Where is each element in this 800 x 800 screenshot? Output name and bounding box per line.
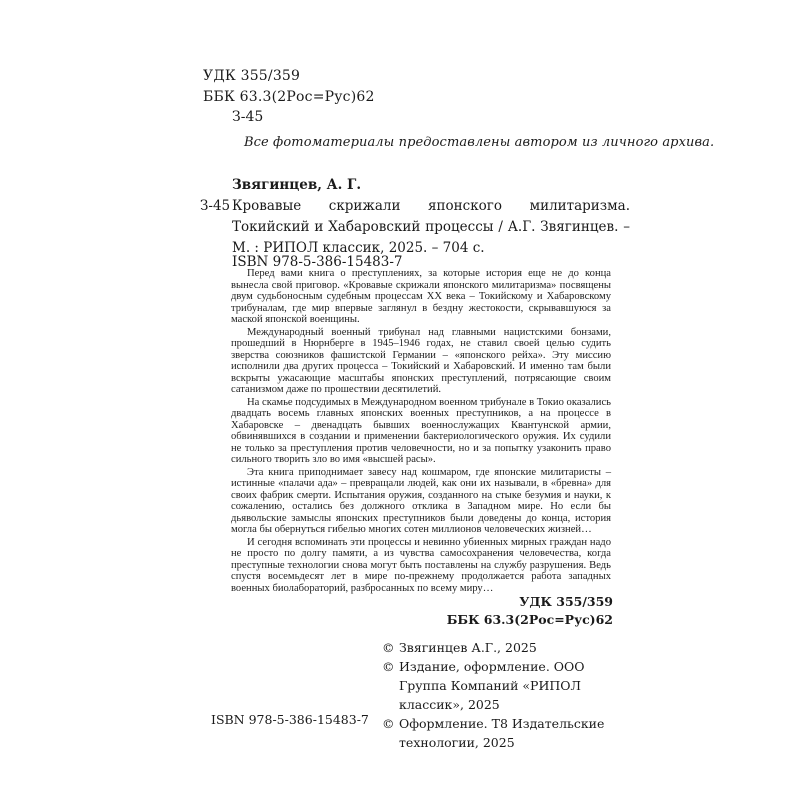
annotation-paragraph: Международный военный трибунал над главными нацистскими бонзами, прошедший в Нюрнберге в 1945–1946 годах, не ставил своей целью судить зверства союзников фашистской Германии – «японского рейха». Эту миссию исполнили два других процесса – Токийский и Хабаровский. И именно там были вскрыты ужасающие масштабы японских преступлений, потрясающие своим сатанизмом даже по прошествии десятилетий. (231, 326, 611, 395)
annotation-paragraph: И сегодня вспоминать эти процессы и невинно убиенных мирных граждан надо не просто по долгу памяти, а из чувства самосохранения человечества, когда преступные технологии снова могут быть поставлены на службу разрушения. Ведь спустя восемьдесят лет в мире по-прежнему продолжается работа западных военных биолабораторий, разбросанных по всему миру… (231, 536, 611, 594)
copyright-text: Звягинцев А.Г., 2025 (399, 640, 537, 655)
author-sign-top: З-45 (232, 109, 264, 125)
copyright-text: Издание, оформление. ООО Группа Компаний «РИПОЛ классик», 2025 (399, 659, 585, 712)
bbk-code-bottom: ББК 63.3(2Рос=Рус)62 (446, 612, 613, 627)
copyright-line (382, 638, 622, 657)
copyright-text: Оформление. Т8 Издательские технологии, 2025 (399, 716, 605, 750)
isbn-bottom: ISBN 978-5-386-15483-7 (211, 712, 369, 727)
isbn-top: ISBN 978-5-386-15483-7 (232, 254, 403, 270)
biblio-author: Звягинцев, А. Г. (232, 177, 362, 193)
copyright-symbol: © (382, 716, 395, 731)
copyright-symbol: © (382, 640, 395, 655)
bbk-code-top: ББК 63.3(2Рос=Рус)62 (203, 89, 375, 105)
annotation-paragraph: На скамье подсудимых в Международном военном трибунале в Токио оказались двадцать восемь главных японских военных преступников, а на процессе в Хабаровске – двенадцать бывших военнослужащих Квантунской армии, обвинявшихся в создании и применении бактериологического оружия. Их судили не только за преступления против человечности, но и за попытку узаконить право сильного творить зло во имя «высшей расы». (231, 396, 611, 465)
biblio-description: Кровавые скрижали японского милитаризма. Токийский и Хабаровский процессы / А.Г. Звягинцев. – М. : РИПОЛ классик, 2025. – 704 с. (232, 198, 630, 256)
annotation-paragraph: Эта книга приподнимает завесу над кошмаром, где японские милитаристы – истинные «палачи ада» – превращали людей, как они их называли, в «бревна» для своих фабрик смерти. Испытания оружия, созданного на стыке безумия и науки, к сожалению, остались без должного отклика в Западном мире. Но если бы дьявольские замыслы японских преступников были доведены до конца, история могла бы обернуться гибелью многих сотен миллионов человеческих жизней… (231, 466, 611, 535)
udk-code-top: УДК 355/359 (203, 68, 301, 84)
annotation-paragraph: Перед вами книга о преступлениях, за которые история еще не до конца вынесла свой приговор. «Кровавые скрижали японского милитаризма» посвящены двум судьбоносным судебным процессам XX века – Токийскому и Хабаровскому трибуналам, где мир впервые заглянул в бездну жестокости, скрывавшуюся за маской японской военщины. (231, 268, 611, 325)
copyright-symbol: © (382, 659, 395, 674)
annotation-block (231, 268, 611, 595)
biblio-author-sign: З-45 (200, 198, 231, 214)
copyright-block (382, 638, 622, 752)
copyright-line (382, 657, 622, 714)
udk-code-bottom: УДК 355/359 (519, 594, 613, 609)
copyright-line (382, 714, 622, 752)
photo-credit-note: Все фотоматериалы предоставлены автором из личного архива. (244, 135, 715, 150)
